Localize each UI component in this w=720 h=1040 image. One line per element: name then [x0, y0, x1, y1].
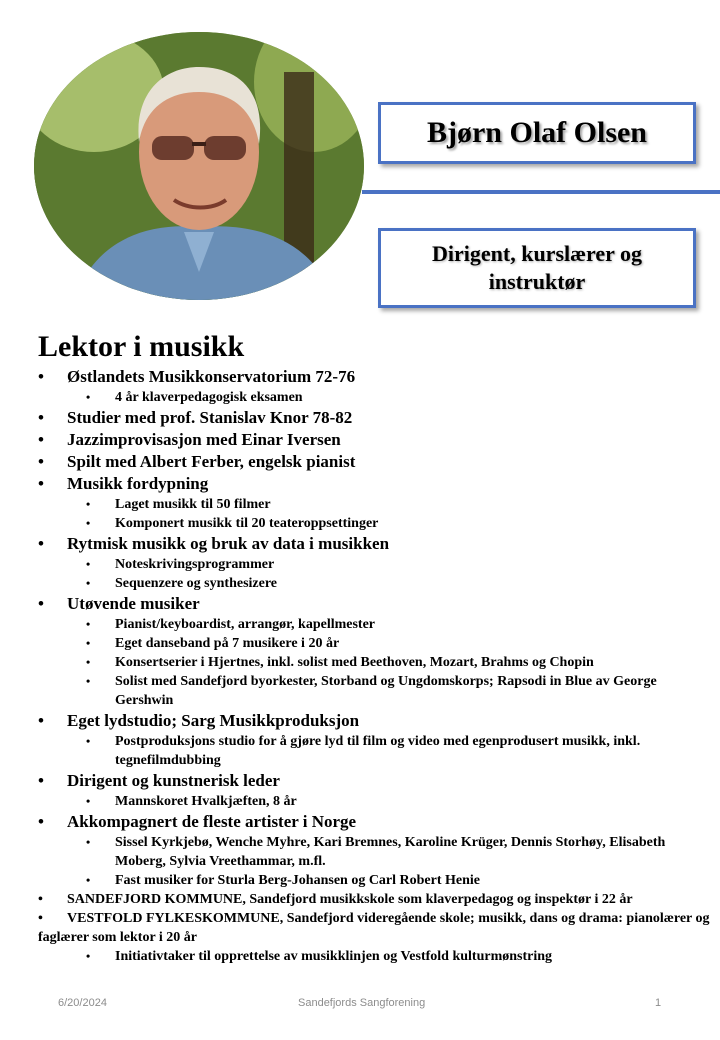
cv-subitem: • Solist med Sandefjord byorkester, Storband og Ungdomskorps; Rapsodi in Blue av George Gershwin: [0, 672, 720, 710]
cv-subitem: • Fast musiker for Sturla Berg-Johansen og Carl Robert Henie: [0, 871, 720, 890]
footer-date: 6/20/2024: [58, 997, 107, 1009]
cv-item: • Akkompagnert de fleste artister i Norge: [0, 811, 720, 833]
cv-item: • Utøvende musiker: [0, 593, 720, 615]
cv-item: • Østlandets Musikkonservatorium 72-76: [0, 366, 720, 388]
cv-subitem: • Noteskrivingsprogrammer: [0, 555, 720, 574]
cv-subitem: • Initiativtaker til opprettelse av musikklinjen og Vestfold kulturmønstring: [0, 947, 720, 966]
cv-item: • Jazzimprovisasjon med Einar Iversen: [0, 429, 720, 451]
portrait-illustration: [34, 32, 364, 300]
cv-content: [0, 366, 720, 966]
section-heading: Lektor i musikk: [38, 330, 245, 363]
cv-item: • Dirigent og kunstnerisk leder: [0, 770, 720, 792]
cv-subitem: • Eget danseband på 7 musikere i 20 år: [0, 634, 720, 653]
cv-item: • Musikk fordypning: [0, 473, 720, 495]
cv-subitem: • Mannskoret Hvalkjæften, 8 år: [0, 792, 720, 811]
name-box: [378, 102, 696, 164]
cv-subitem: • 4 år klaverpedagogisk eksamen: [0, 388, 720, 407]
divider-line: [362, 190, 720, 194]
cv-subitem: • Komponert musikk til 20 teateroppsettinger: [0, 514, 720, 533]
cv-item: • Rytmisk musikk og bruk av data i musikken: [0, 533, 720, 555]
cv-item: • Eget lydstudio; Sarg Musikkproduksjon: [0, 710, 720, 732]
portrait-photo: [34, 32, 364, 300]
cv-subitem: • Laget musikk til 50 filmer: [0, 495, 720, 514]
footer-organization: Sandefjords Sangforening: [298, 997, 426, 1009]
cv-subitem: • Konsertserier i Hjertnes, inkl. solist med Beethoven, Mozart, Brahms og Chopin: [0, 653, 720, 672]
cv-subitem: • Pianist/keyboardist, arrangør, kapellmester: [0, 615, 720, 634]
footer-page-number: 1: [655, 997, 662, 1009]
cv-subitem: • Postproduksjons studio for å gjøre lyd til film og video med egenprodusert musikk, inkl. tegnefilmdubbing: [0, 732, 720, 770]
cv-subitem: • Sissel Kyrkjebø, Wenche Myhre, Kari Bremnes, Karoline Krüger, Dennis Storhøy, Elisabeth Moberg, Sylvia Vreethammar, m.fl.: [0, 833, 720, 871]
cv-item: • Studier med prof. Stanislav Knor 78-82: [0, 407, 720, 429]
cv-item: • Spilt med Albert Ferber, engelsk pianist: [0, 451, 720, 473]
cv-subitem: • Sequenzere og synthesizere: [0, 574, 720, 593]
person-name: Bjørn Olaf Olsen: [426, 116, 647, 149]
role-box: [378, 228, 696, 308]
employment-item: • SANDEFJORD KOMMUNE, Sandefjord musikkskole som klaverpedagog og inspektør i 22 år: [0, 890, 720, 909]
person-role: Dirigent, kurslærer og instruktør: [432, 241, 642, 294]
employment-item: • VESTFOLD FYLKESKOMMUNE, Sandefjord videregående skole; musikk, dans og drama: pianolærer og faglærer som lektor i 20 år: [0, 909, 720, 947]
